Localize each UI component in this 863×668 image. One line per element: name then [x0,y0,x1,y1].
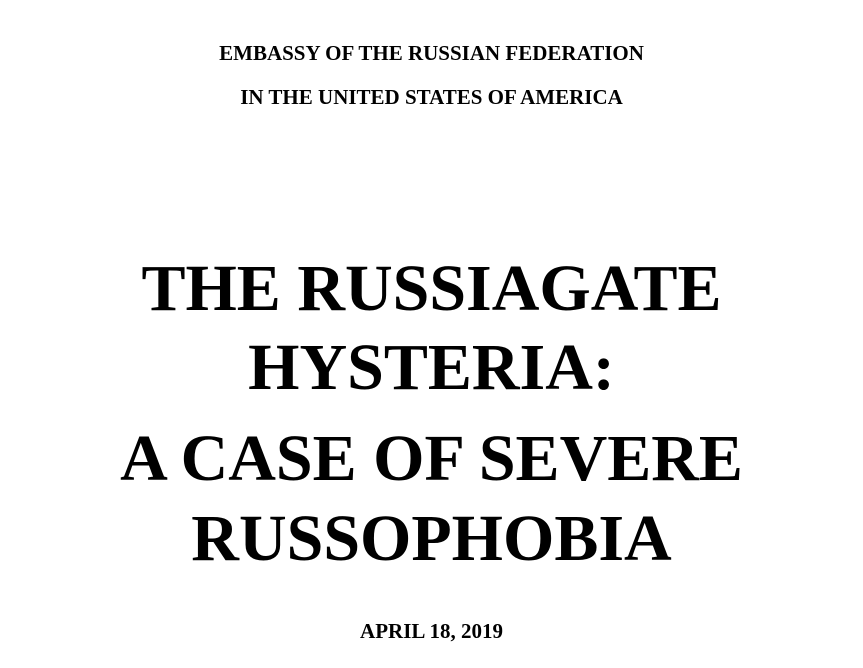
document-title-line-1: THE RUSSIAGATE [141,252,722,325]
embassy-header-line-2: IN THE UNITED STATES OF AMERICA [240,85,623,109]
embassy-header-line-1: EMBASSY OF THE RUSSIAN FEDERATION [219,41,644,65]
document-title-line-2: HYSTERIA: [248,331,615,404]
document-date: APRIL 18, 2019 [360,619,503,643]
document-title-line-3: A CASE OF SEVERE [120,422,743,495]
document-title-line-4: RUSSOPHOBIA [191,502,672,575]
